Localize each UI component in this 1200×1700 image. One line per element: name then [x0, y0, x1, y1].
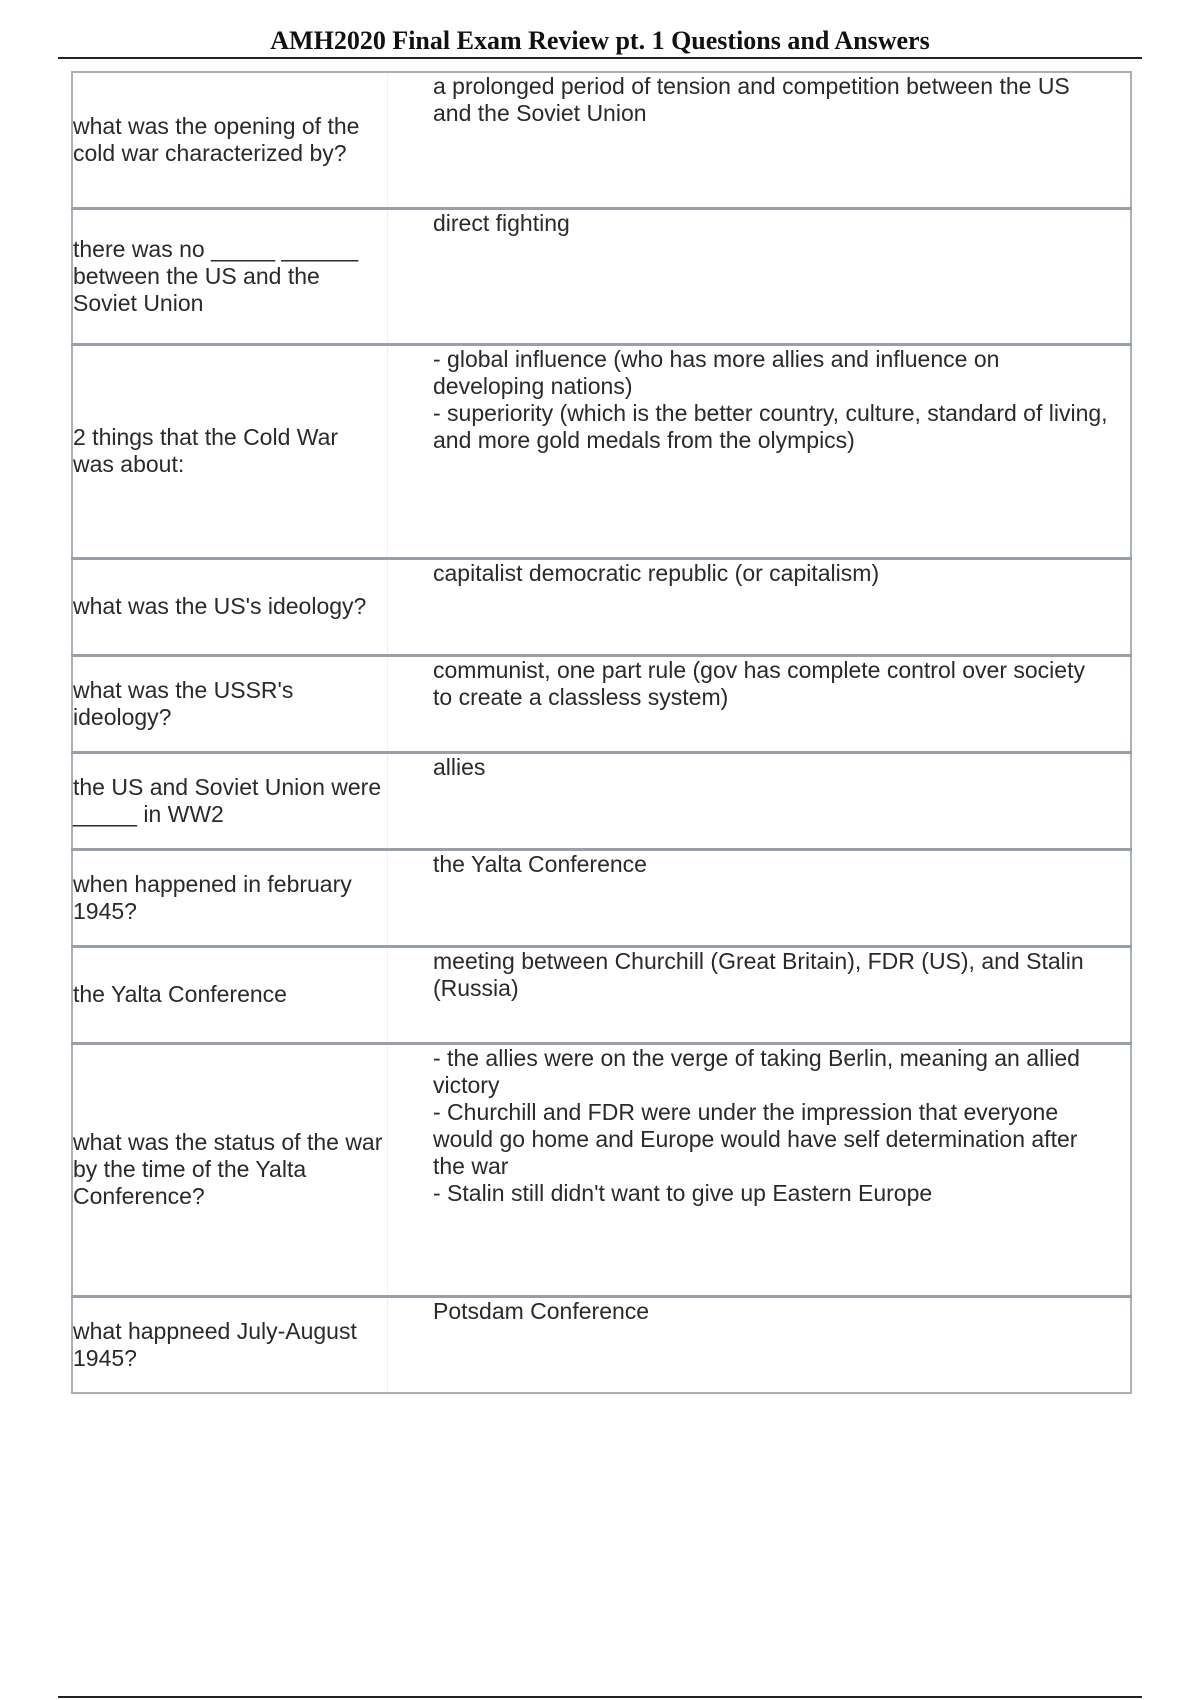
answer-cell: capitalist democratic republic (or capitalism) [388, 558, 1132, 655]
qa-row [72, 1043, 1131, 1296]
question-cell: what was the opening of the cold war characterized by? [72, 72, 388, 208]
answer-cell: direct fighting [388, 208, 1132, 344]
question-cell: the US and Soviet Union were _____ in WW2 [72, 752, 388, 849]
question-cell: when happened in february 1945? [72, 849, 388, 946]
qa-row [72, 208, 1131, 344]
answer-cell: communist, one part rule (gov has complete control over society to create a classless system) [388, 655, 1132, 752]
answer-cell: Potsdam Conference [388, 1296, 1132, 1393]
question-cell: what happneed July-August 1945? [72, 1296, 388, 1393]
question-cell: the Yalta Conference [72, 946, 388, 1043]
answer-cell: the Yalta Conference [388, 849, 1132, 946]
qa-row [72, 849, 1131, 946]
qa-row [72, 72, 1131, 208]
qa-row [72, 344, 1131, 558]
document-title: AMH2020 Final Exam Review pt. 1 Questions and Answers [270, 26, 930, 55]
answer-cell: - the allies were on the verge of taking Berlin, meaning an allied victory - Churchill and FDR were under the impression that everyone would go home and Europe would have self determination after the war - Stalin still didn't want to give up Eastern Europe [388, 1043, 1132, 1296]
answer-cell: meeting between Churchill (Great Britain), FDR (US), and Stalin (Russia) [388, 946, 1132, 1043]
qa-table [71, 71, 1132, 1394]
question-cell: what was the status of the war by the time of the Yalta Conference? [72, 1043, 388, 1296]
qa-row [72, 946, 1131, 1043]
question-cell: there was no _____ ______ between the US and the Soviet Union [72, 208, 388, 344]
answer-cell: a prolonged period of tension and competition between the US and the Soviet Union [388, 72, 1132, 208]
answer-cell: allies [388, 752, 1132, 849]
question-cell: what was the US's ideology? [72, 558, 388, 655]
qa-row [72, 558, 1131, 655]
question-cell: what was the USSR's ideology? [72, 655, 388, 752]
question-cell: 2 things that the Cold War was about: [72, 344, 388, 558]
qa-row [72, 655, 1131, 752]
answer-cell: - global influence (who has more allies and influence on developing nations) - superiority (which is the better country, culture, standard of living, and more gold medals from the olympics) [388, 344, 1132, 558]
qa-row [72, 1296, 1131, 1393]
title-divider [58, 57, 1142, 59]
footer-divider [58, 1696, 1142, 1698]
qa-row [72, 752, 1131, 849]
